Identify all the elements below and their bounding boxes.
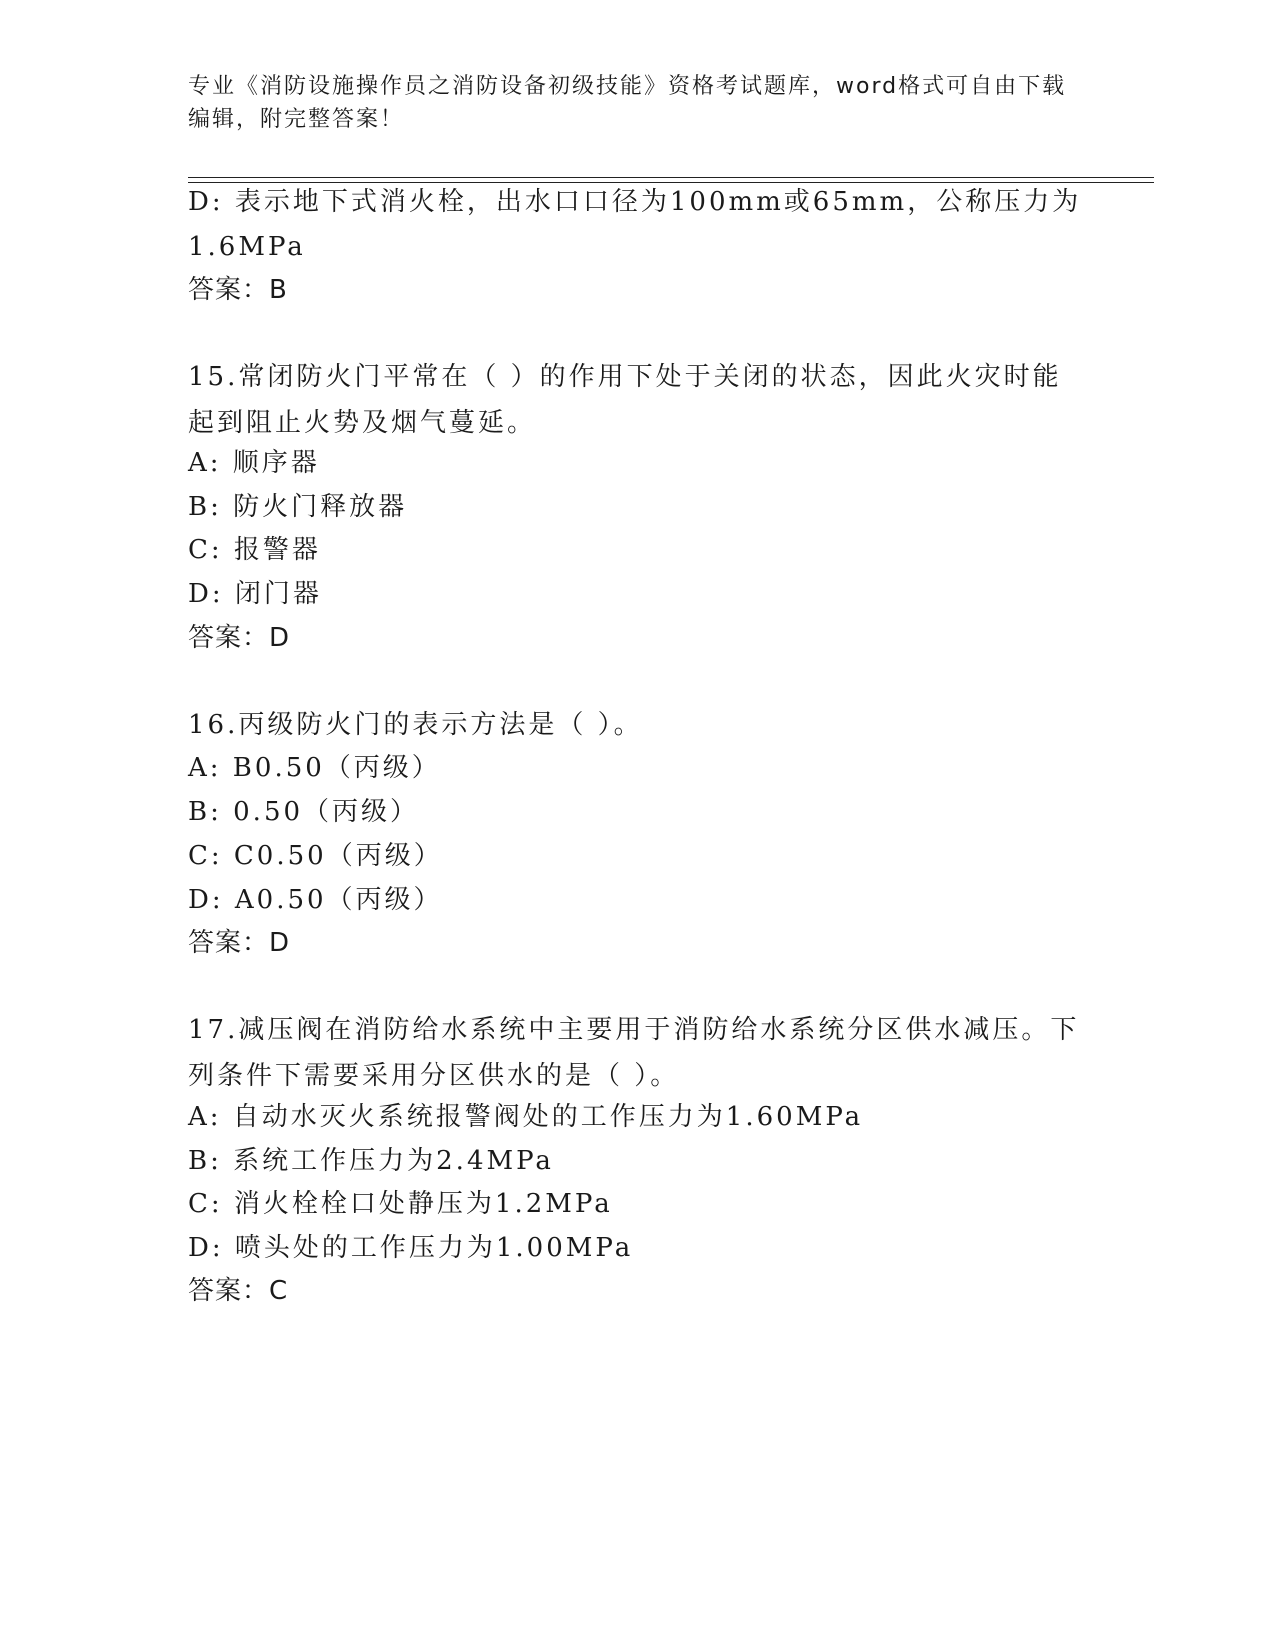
option-d: D: 闭门器 <box>188 579 322 609</box>
answer-label: 答案：D <box>188 928 291 958</box>
option-b: B: 系统工作压力为2.4MPa <box>188 1146 554 1176</box>
option-c: C: C0.50（丙级） <box>188 841 443 871</box>
option-a: A: 顺序器 <box>188 448 320 478</box>
question-stem: 15.常闭防火门平常在（ ）的作用下处于关闭的状态，因此火灾时能起到阻止火势及烟气蔓延。 <box>188 362 1062 438</box>
header-divider-bottom <box>188 182 1154 183</box>
option-d: D: 喷头处的工作压力为1.00MPa <box>188 1233 634 1263</box>
option-b: B: 防火门释放器 <box>188 492 408 522</box>
question-stem: 17.减压阀在消防给水系统中主要用于消防给水系统分区供水减压。下列条件下需要采用分区供水的是（ ）。 <box>188 1015 1080 1091</box>
answer-label: 答案：D <box>188 623 291 653</box>
option-d-line1: D: 表示地下式消火栓，出水口口径为100mm或65mm，公称压力为 <box>188 187 1082 217</box>
document-header: 专业《消防设施操作员之消防设备初级技能》资格考试题库，word格式可自由下载编辑，附完整答案！ <box>188 74 1067 132</box>
option-a: A: 自动水灭火系统报警阀处的工作压力为1.60MPa <box>188 1102 864 1132</box>
option-d-line2: 1.6MPa <box>188 232 306 262</box>
option-c: C: 报警器 <box>188 535 321 565</box>
option-b: B: 0.50（丙级） <box>188 797 420 827</box>
option-a: A: B0.50（丙级） <box>188 753 441 783</box>
answer-label: 答案：C <box>188 1276 289 1306</box>
header-divider-top <box>188 177 1154 178</box>
option-d: D: A0.50（丙级） <box>188 885 443 915</box>
option-c: C: 消火栓栓口处静压为1.2MPa <box>188 1189 613 1219</box>
question-stem: 16.丙级防火门的表示方法是（ ）。 <box>188 710 643 740</box>
answer-label: 答案：B <box>188 275 288 305</box>
